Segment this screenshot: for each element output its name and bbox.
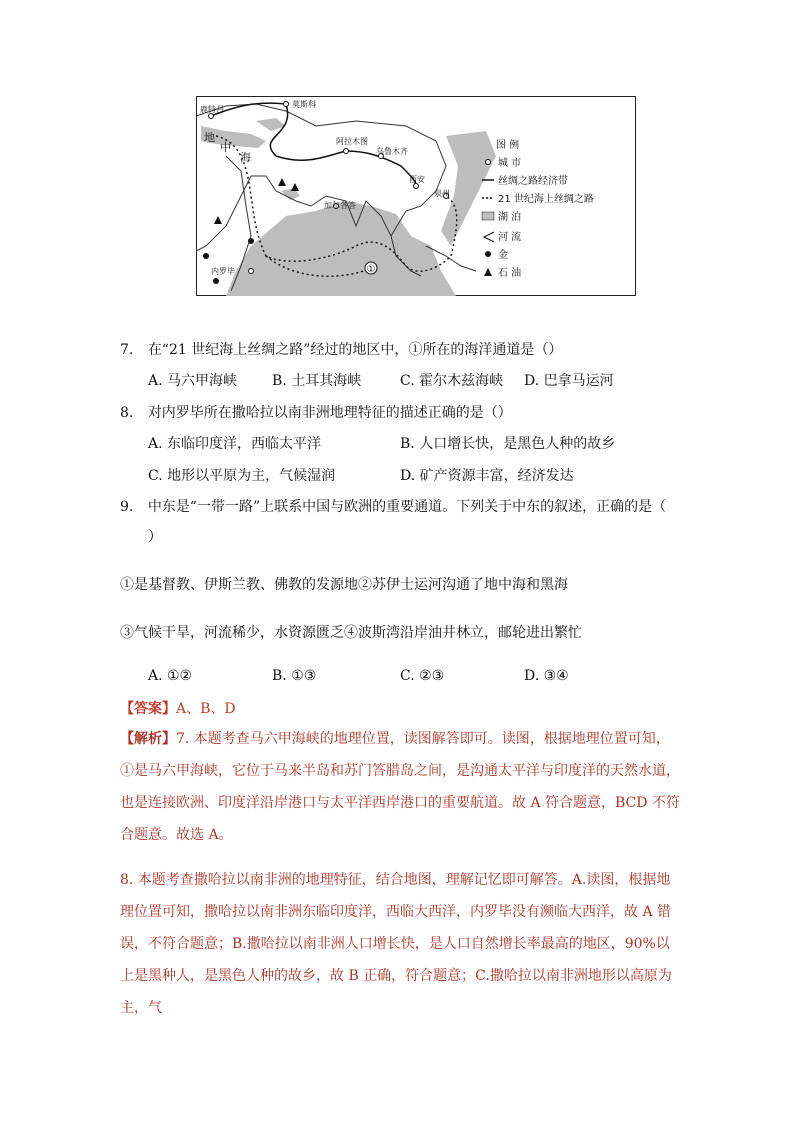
legend-item: 河 流 [498, 232, 522, 243]
question-stem: 在“21 世纪海上丝绸之路”经过的地区中，①所在的海洋通道是（） [147, 342, 563, 358]
city-label-almaty: 阿拉木图 [336, 137, 368, 146]
legend-item: 城 市 [498, 158, 522, 169]
statement-line-2: ③气候干旱，河流稀少，水资源匮乏④波斯湾沿岸油井林立，邮轮进出繁忙 [120, 625, 582, 641]
sea-label: 中 [220, 141, 231, 154]
option-c: C. ②③ [400, 668, 445, 684]
option-c: C. 地形以平原为主，气候湿润 [148, 468, 336, 484]
gold-marker [203, 253, 209, 259]
city-label-quanzhou: 泉州 [434, 189, 450, 198]
question-9 [120, 496, 666, 516]
question-stem: 中东是“一带一路”上联系中国与欧洲的重要通道。下列关于中东的叙述，正确的是（ [147, 499, 667, 515]
sea-label: 地 [204, 131, 215, 144]
option-b: B. 人口增长快，是黑色人种的故乡 [400, 436, 616, 452]
gold-marker [213, 278, 219, 284]
option-b: B. ①③ [272, 668, 317, 684]
city-label-xian: 西安 [409, 175, 425, 184]
analysis-label: 【解析】 [120, 731, 176, 747]
option-b: B. 土耳其海峡 [272, 373, 362, 389]
option-a: A. 东临印度洋，西临太平洋 [148, 436, 322, 452]
legend-item: 丝绸之路经济带 [498, 176, 568, 187]
option-a: A. ①② [148, 668, 193, 684]
city-label-moscow: 莫斯科 [292, 100, 316, 109]
option-d: D. 矿产资源丰富，经济发达 [400, 468, 574, 484]
legend-item: 石 油 [498, 268, 522, 279]
answer-text: A、B、D [176, 701, 236, 717]
city-label-kolkata: 加尔各答 [324, 201, 356, 210]
answer-line [120, 698, 236, 718]
question-8 [120, 402, 512, 422]
question-number: 7. [120, 342, 134, 358]
legend-item: 21 世纪海上丝绸之路 [498, 194, 594, 205]
option-d: D. ③④ [524, 668, 569, 684]
legend-item: 湖 泊 [498, 212, 522, 223]
question-stem: 对内罗毕所在撒哈拉以南非洲地理特征的描述正确的是（） [147, 405, 512, 421]
gold-marker [248, 238, 254, 244]
strait-marker: ① [366, 264, 376, 275]
statement-line-1: ①是基督教、伊斯兰教、佛教的发源地②苏伊士运河沟通了地中海和黑海 [120, 577, 568, 593]
option-d: D. 巴拿马运河 [524, 373, 614, 389]
silk-road-map [196, 96, 636, 296]
analysis-paragraph-8: 8. 本题考查撒哈拉以南非洲的地理特征，结合地图，理解记忆即可解答。A.读图，根据地理位置可知，撒哈拉以南非洲东临印度洋，西临大西洋，内罗毕没有濒临大西洋，故 A 错误，不符合题意；B.撒哈拉以南非洲人口增长快，是人口自然增长率最高的地区，90%以上是黑种人，是黑色人种的故乡，故 B 正确，符合题意；C.撒哈拉以南非洲地形以高原为主，气 [120, 872, 672, 1016]
question-7 [120, 339, 562, 359]
answer-label: 【答案】 [120, 701, 176, 717]
question-number: 8. [120, 405, 134, 421]
option-c: C. 霍尔木兹海峡 [400, 373, 504, 389]
legend-title: 图 例 [496, 140, 520, 151]
sea-label: 海 [240, 151, 251, 164]
city-label-urumqi: 乌鲁木齐 [376, 147, 408, 156]
question-number: 9. [120, 499, 134, 515]
city-label-nairobi: 内罗毕 [211, 267, 235, 276]
legend-item: 金 [498, 250, 508, 261]
analysis-paragraph-7 [120, 723, 680, 851]
analysis-text: 7. 本题考查马六甲海峡的地理位置，读图解答即可。读图，根据地理位置可知，①是马六甲海峡，它位于马来半岛和苏门答腊岛之间，是沟通太平洋与印度洋的天然水道，也是连接欧洲、印度洋沿岸港口与太平洋西岸港口的重要航道。故 A 符合题意，BCD 不符合题意。故选 A。 [120, 731, 680, 843]
option-a: A. 马六甲海峡 [148, 373, 238, 389]
question-stem-continued: ） [148, 529, 162, 545]
city-label-luteda: 鹿特丹 [200, 105, 224, 114]
